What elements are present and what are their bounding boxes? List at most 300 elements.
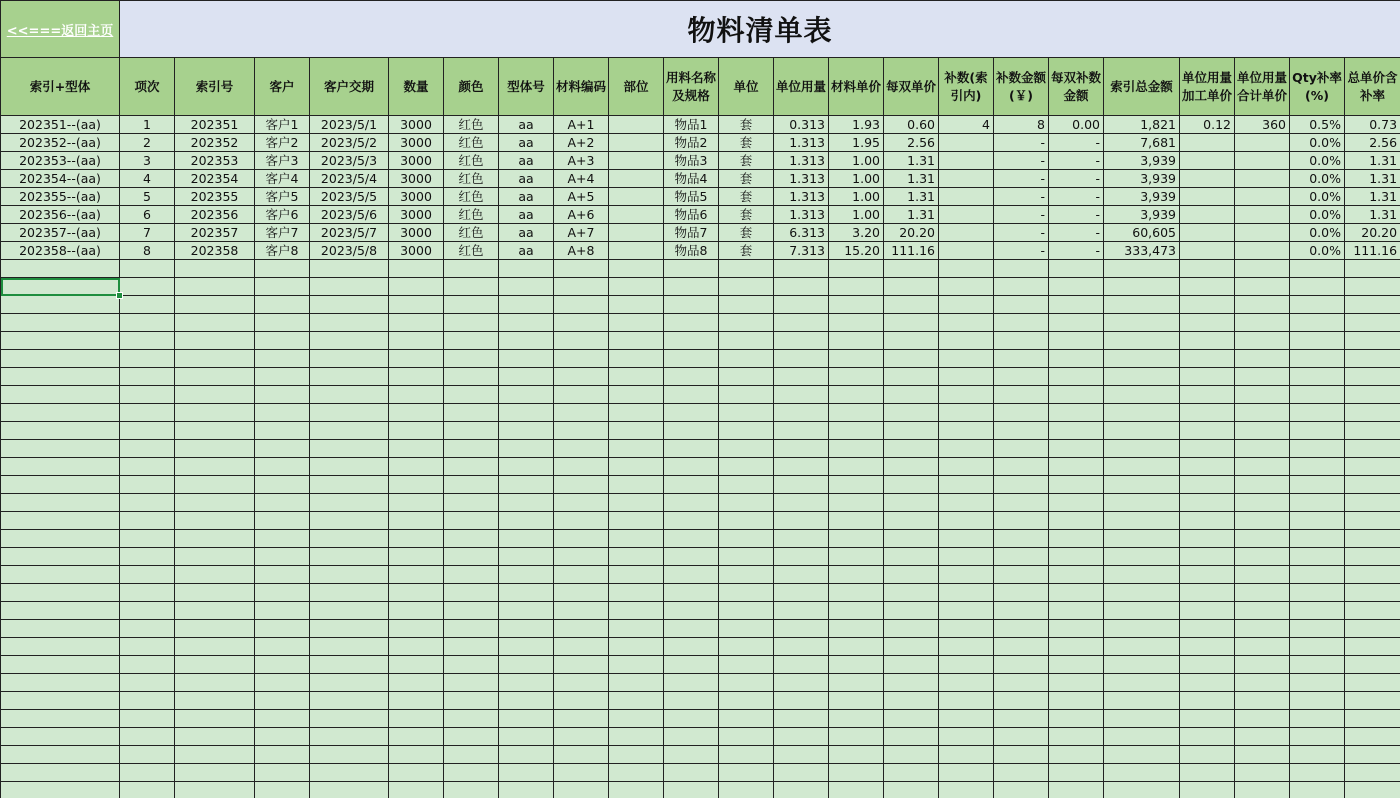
table-cell[interactable]: A+6 <box>554 206 609 224</box>
empty-cell[interactable] <box>1345 674 1400 692</box>
empty-cell[interactable] <box>829 494 884 512</box>
empty-cell[interactable] <box>389 440 444 458</box>
empty-cell[interactable] <box>939 674 994 692</box>
empty-cell[interactable] <box>1180 548 1235 566</box>
empty-cell[interactable] <box>884 494 939 512</box>
table-cell[interactable]: 2023/5/2 <box>310 134 389 152</box>
table-cell[interactable]: 物品2 <box>664 134 719 152</box>
empty-cell[interactable] <box>939 494 994 512</box>
column-header[interactable]: 材料单价 <box>829 58 884 116</box>
empty-cell[interactable] <box>884 332 939 350</box>
empty-cell[interactable] <box>554 764 609 782</box>
empty-cell[interactable] <box>829 674 884 692</box>
empty-cell[interactable] <box>1049 782 1104 798</box>
empty-cell[interactable] <box>1049 530 1104 548</box>
empty-cell[interactable] <box>609 404 664 422</box>
empty-cell[interactable] <box>1049 602 1104 620</box>
empty-cell[interactable] <box>719 692 774 710</box>
empty-cell[interactable] <box>719 566 774 584</box>
empty-cell[interactable] <box>994 404 1049 422</box>
column-header[interactable]: 客户交期 <box>310 58 389 116</box>
empty-cell[interactable] <box>1 260 120 278</box>
table-cell[interactable]: 0.12 <box>1180 116 1235 134</box>
empty-cell[interactable] <box>120 332 175 350</box>
empty-cell[interactable] <box>1 404 120 422</box>
empty-cell[interactable] <box>1104 638 1180 656</box>
empty-cell[interactable] <box>499 566 554 584</box>
empty-cell[interactable] <box>120 350 175 368</box>
empty-cell[interactable] <box>175 728 255 746</box>
empty-cell[interactable] <box>1345 692 1400 710</box>
empty-cell[interactable] <box>609 458 664 476</box>
empty-cell[interactable] <box>255 782 310 798</box>
column-header[interactable]: 索引+型体 <box>1 58 120 116</box>
column-header[interactable]: 每双补数金额 <box>1049 58 1104 116</box>
empty-cell[interactable] <box>389 566 444 584</box>
table-cell[interactable]: - <box>994 242 1049 260</box>
empty-cell[interactable] <box>664 332 719 350</box>
empty-cell[interactable] <box>829 260 884 278</box>
empty-cell[interactable] <box>884 746 939 764</box>
empty-cell[interactable] <box>310 548 389 566</box>
empty-cell[interactable] <box>175 656 255 674</box>
empty-cell[interactable] <box>554 566 609 584</box>
table-cell[interactable]: 套 <box>719 188 774 206</box>
empty-cell[interactable] <box>1 494 120 512</box>
empty-cell[interactable] <box>120 620 175 638</box>
table-cell[interactable]: - <box>1049 206 1104 224</box>
empty-cell[interactable] <box>554 422 609 440</box>
empty-cell[interactable] <box>499 656 554 674</box>
column-header[interactable]: 数量 <box>389 58 444 116</box>
empty-cell[interactable] <box>884 422 939 440</box>
empty-cell[interactable] <box>310 584 389 602</box>
table-cell[interactable]: 客户3 <box>255 152 310 170</box>
empty-cell[interactable] <box>939 404 994 422</box>
empty-cell[interactable] <box>310 386 389 404</box>
empty-cell[interactable] <box>939 782 994 798</box>
empty-cell[interactable] <box>554 278 609 296</box>
table-cell[interactable]: 1.31 <box>1345 188 1400 206</box>
table-cell[interactable]: 6.313 <box>774 224 829 242</box>
table-cell[interactable] <box>939 206 994 224</box>
empty-cell[interactable] <box>994 440 1049 458</box>
empty-cell[interactable] <box>829 692 884 710</box>
table-cell[interactable]: 3 <box>120 152 175 170</box>
empty-cell[interactable] <box>1 656 120 674</box>
empty-cell[interactable] <box>1290 512 1345 530</box>
column-header[interactable]: 总单价含补率 <box>1345 58 1400 116</box>
empty-cell[interactable] <box>1290 674 1345 692</box>
table-cell[interactable]: 1.31 <box>884 170 939 188</box>
empty-cell[interactable] <box>609 584 664 602</box>
empty-cell[interactable] <box>310 512 389 530</box>
table-cell[interactable]: 0.313 <box>774 116 829 134</box>
empty-cell[interactable] <box>609 314 664 332</box>
empty-cell[interactable] <box>1104 314 1180 332</box>
table-cell[interactable]: 3000 <box>389 224 444 242</box>
empty-cell[interactable] <box>664 296 719 314</box>
empty-cell[interactable] <box>389 476 444 494</box>
empty-cell[interactable] <box>120 314 175 332</box>
empty-cell[interactable] <box>1235 386 1290 404</box>
table-cell[interactable]: 202357--(aa) <box>1 224 120 242</box>
empty-cell[interactable] <box>939 260 994 278</box>
empty-cell[interactable] <box>1 548 120 566</box>
empty-cell[interactable] <box>774 566 829 584</box>
table-cell[interactable]: 333,473 <box>1104 242 1180 260</box>
empty-cell[interactable] <box>554 476 609 494</box>
empty-cell[interactable] <box>884 584 939 602</box>
empty-cell[interactable] <box>939 728 994 746</box>
empty-cell[interactable] <box>175 746 255 764</box>
empty-cell[interactable] <box>664 260 719 278</box>
empty-cell[interactable] <box>1290 332 1345 350</box>
empty-cell[interactable] <box>664 728 719 746</box>
empty-cell[interactable] <box>175 314 255 332</box>
empty-cell[interactable] <box>554 602 609 620</box>
empty-cell[interactable] <box>310 692 389 710</box>
empty-cell[interactable] <box>120 530 175 548</box>
table-cell[interactable]: 111.16 <box>1345 242 1400 260</box>
empty-cell[interactable] <box>994 746 1049 764</box>
table-cell[interactable] <box>609 188 664 206</box>
empty-cell[interactable] <box>1180 566 1235 584</box>
empty-cell[interactable] <box>1290 386 1345 404</box>
table-cell[interactable]: 套 <box>719 134 774 152</box>
empty-cell[interactable] <box>554 692 609 710</box>
empty-cell[interactable] <box>829 746 884 764</box>
empty-cell[interactable] <box>444 422 499 440</box>
table-cell[interactable]: 红色 <box>444 170 499 188</box>
empty-cell[interactable] <box>444 440 499 458</box>
empty-cell[interactable] <box>499 512 554 530</box>
column-header[interactable]: 部位 <box>609 58 664 116</box>
empty-cell[interactable] <box>939 638 994 656</box>
empty-cell[interactable] <box>939 440 994 458</box>
table-cell[interactable]: 202352--(aa) <box>1 134 120 152</box>
empty-cell[interactable] <box>1290 746 1345 764</box>
empty-cell[interactable] <box>719 386 774 404</box>
table-cell[interactable]: - <box>1049 152 1104 170</box>
column-header[interactable]: 补数(索引内) <box>939 58 994 116</box>
empty-cell[interactable] <box>1235 620 1290 638</box>
empty-cell[interactable] <box>719 260 774 278</box>
empty-cell[interactable] <box>310 638 389 656</box>
table-cell[interactable]: - <box>994 188 1049 206</box>
table-cell[interactable] <box>1180 152 1235 170</box>
table-cell[interactable]: 202355--(aa) <box>1 188 120 206</box>
empty-cell[interactable] <box>1180 260 1235 278</box>
empty-cell[interactable] <box>255 512 310 530</box>
empty-cell[interactable] <box>774 548 829 566</box>
empty-cell[interactable] <box>1104 782 1180 798</box>
empty-cell[interactable] <box>444 494 499 512</box>
empty-cell[interactable] <box>1049 584 1104 602</box>
empty-cell[interactable] <box>120 584 175 602</box>
empty-cell[interactable] <box>994 656 1049 674</box>
empty-cell[interactable] <box>1235 260 1290 278</box>
empty-cell[interactable] <box>1 386 120 404</box>
empty-cell[interactable] <box>884 296 939 314</box>
empty-cell[interactable] <box>609 764 664 782</box>
empty-cell[interactable] <box>884 710 939 728</box>
column-header[interactable]: 每双单价 <box>884 58 939 116</box>
table-cell[interactable] <box>1180 134 1235 152</box>
empty-cell[interactable] <box>1 350 120 368</box>
empty-cell[interactable] <box>1049 422 1104 440</box>
table-cell[interactable]: 套 <box>719 224 774 242</box>
empty-cell[interactable] <box>1290 368 1345 386</box>
column-header[interactable]: 颜色 <box>444 58 499 116</box>
empty-cell[interactable] <box>255 764 310 782</box>
empty-cell[interactable] <box>389 764 444 782</box>
column-header[interactable]: 型体号 <box>499 58 554 116</box>
empty-cell[interactable] <box>1180 422 1235 440</box>
column-header[interactable]: Qty补率(%) <box>1290 58 1345 116</box>
empty-cell[interactable] <box>1049 674 1104 692</box>
empty-cell[interactable] <box>310 566 389 584</box>
empty-cell[interactable] <box>829 278 884 296</box>
empty-cell[interactable] <box>994 332 1049 350</box>
table-cell[interactable]: 1.95 <box>829 134 884 152</box>
table-cell[interactable]: A+2 <box>554 134 609 152</box>
empty-cell[interactable] <box>829 548 884 566</box>
empty-cell[interactable] <box>175 638 255 656</box>
table-cell[interactable]: 0.0% <box>1290 206 1345 224</box>
empty-cell[interactable] <box>884 512 939 530</box>
column-header[interactable]: 单位用量合计单价 <box>1235 58 1290 116</box>
empty-cell[interactable] <box>1180 278 1235 296</box>
empty-cell[interactable] <box>1290 278 1345 296</box>
empty-cell[interactable] <box>719 314 774 332</box>
table-cell[interactable]: 202355 <box>175 188 255 206</box>
empty-cell[interactable] <box>255 674 310 692</box>
empty-cell[interactable] <box>554 404 609 422</box>
table-cell[interactable]: aa <box>499 188 554 206</box>
empty-cell[interactable] <box>1345 422 1400 440</box>
empty-cell[interactable] <box>609 296 664 314</box>
empty-cell[interactable] <box>1180 386 1235 404</box>
table-cell[interactable] <box>1180 242 1235 260</box>
table-cell[interactable]: 1.31 <box>1345 170 1400 188</box>
empty-cell[interactable] <box>1345 404 1400 422</box>
empty-cell[interactable] <box>255 296 310 314</box>
empty-cell[interactable] <box>719 458 774 476</box>
empty-cell[interactable] <box>1235 278 1290 296</box>
table-cell[interactable]: 1.93 <box>829 116 884 134</box>
table-cell[interactable]: 1.00 <box>829 206 884 224</box>
empty-cell[interactable] <box>774 404 829 422</box>
empty-cell[interactable] <box>609 422 664 440</box>
table-cell[interactable]: 20.20 <box>1345 224 1400 242</box>
table-cell[interactable]: 0.73 <box>1345 116 1400 134</box>
empty-cell[interactable] <box>774 782 829 798</box>
table-cell[interactable]: 202358 <box>175 242 255 260</box>
empty-cell[interactable] <box>609 602 664 620</box>
empty-cell[interactable] <box>255 584 310 602</box>
empty-cell[interactable] <box>554 638 609 656</box>
empty-cell[interactable] <box>1345 314 1400 332</box>
empty-cell[interactable] <box>1 368 120 386</box>
table-cell[interactable]: 红色 <box>444 242 499 260</box>
table-cell[interactable] <box>1180 188 1235 206</box>
empty-cell[interactable] <box>1290 620 1345 638</box>
empty-cell[interactable] <box>829 350 884 368</box>
empty-cell[interactable] <box>499 494 554 512</box>
table-cell[interactable]: 0.00 <box>1049 116 1104 134</box>
empty-cell[interactable] <box>1345 746 1400 764</box>
empty-cell[interactable] <box>1049 638 1104 656</box>
empty-cell[interactable] <box>774 728 829 746</box>
empty-cell[interactable] <box>1235 476 1290 494</box>
empty-cell[interactable] <box>389 674 444 692</box>
empty-cell[interactable] <box>120 548 175 566</box>
table-cell[interactable] <box>609 134 664 152</box>
table-cell[interactable]: 3000 <box>389 116 444 134</box>
empty-cell[interactable] <box>884 260 939 278</box>
empty-cell[interactable] <box>175 674 255 692</box>
table-cell[interactable]: 红色 <box>444 116 499 134</box>
empty-cell[interactable] <box>444 602 499 620</box>
empty-cell[interactable] <box>1 764 120 782</box>
table-cell[interactable]: 套 <box>719 206 774 224</box>
empty-cell[interactable] <box>389 512 444 530</box>
empty-cell[interactable] <box>1345 548 1400 566</box>
empty-cell[interactable] <box>664 314 719 332</box>
table-cell[interactable]: 4 <box>120 170 175 188</box>
table-cell[interactable] <box>939 170 994 188</box>
table-cell[interactable]: 2 <box>120 134 175 152</box>
table-cell[interactable]: 3000 <box>389 206 444 224</box>
table-cell[interactable]: A+1 <box>554 116 609 134</box>
empty-cell[interactable] <box>939 458 994 476</box>
empty-cell[interactable] <box>1049 440 1104 458</box>
empty-cell[interactable] <box>1290 548 1345 566</box>
empty-cell[interactable] <box>389 260 444 278</box>
table-cell[interactable]: A+7 <box>554 224 609 242</box>
table-cell[interactable]: 3,939 <box>1104 152 1180 170</box>
empty-cell[interactable] <box>994 278 1049 296</box>
empty-cell[interactable] <box>884 368 939 386</box>
table-cell[interactable]: 3000 <box>389 134 444 152</box>
empty-cell[interactable] <box>1049 458 1104 476</box>
empty-cell[interactable] <box>1104 548 1180 566</box>
empty-cell[interactable] <box>884 764 939 782</box>
empty-cell[interactable] <box>994 476 1049 494</box>
empty-cell[interactable] <box>829 314 884 332</box>
column-header[interactable]: 单位 <box>719 58 774 116</box>
empty-cell[interactable] <box>829 332 884 350</box>
empty-cell[interactable] <box>1104 512 1180 530</box>
empty-cell[interactable] <box>389 422 444 440</box>
empty-cell[interactable] <box>719 422 774 440</box>
empty-cell[interactable] <box>1049 512 1104 530</box>
table-cell[interactable]: A+3 <box>554 152 609 170</box>
empty-cell[interactable] <box>255 494 310 512</box>
empty-cell[interactable] <box>719 746 774 764</box>
table-cell[interactable]: 0.0% <box>1290 188 1345 206</box>
table-cell[interactable]: 3000 <box>389 170 444 188</box>
empty-cell[interactable] <box>994 494 1049 512</box>
empty-cell[interactable] <box>1345 512 1400 530</box>
empty-cell[interactable] <box>255 386 310 404</box>
table-cell[interactable]: A+4 <box>554 170 609 188</box>
empty-cell[interactable] <box>1180 782 1235 798</box>
empty-cell[interactable] <box>1049 494 1104 512</box>
table-cell[interactable]: 3.20 <box>829 224 884 242</box>
empty-cell[interactable] <box>444 782 499 798</box>
empty-cell[interactable] <box>939 692 994 710</box>
empty-cell[interactable] <box>1235 458 1290 476</box>
empty-cell[interactable] <box>444 350 499 368</box>
table-cell[interactable]: - <box>1049 188 1104 206</box>
empty-cell[interactable] <box>175 512 255 530</box>
empty-cell[interactable] <box>1235 368 1290 386</box>
table-cell[interactable]: 客户4 <box>255 170 310 188</box>
empty-cell[interactable] <box>994 764 1049 782</box>
empty-cell[interactable] <box>1 530 120 548</box>
empty-cell[interactable] <box>554 746 609 764</box>
empty-cell[interactable] <box>120 476 175 494</box>
empty-cell[interactable] <box>255 728 310 746</box>
empty-cell[interactable] <box>1104 692 1180 710</box>
empty-cell[interactable] <box>1049 350 1104 368</box>
table-cell[interactable]: 7 <box>120 224 175 242</box>
empty-cell[interactable] <box>554 332 609 350</box>
empty-cell[interactable] <box>554 512 609 530</box>
empty-cell[interactable] <box>664 566 719 584</box>
column-header[interactable]: 单位用量加工单价 <box>1180 58 1235 116</box>
empty-cell[interactable] <box>1049 728 1104 746</box>
table-cell[interactable]: 1.31 <box>884 152 939 170</box>
column-header[interactable]: 材料编码 <box>554 58 609 116</box>
empty-cell[interactable] <box>609 728 664 746</box>
empty-cell[interactable] <box>994 422 1049 440</box>
empty-cell[interactable] <box>1235 314 1290 332</box>
table-cell[interactable]: 物品3 <box>664 152 719 170</box>
empty-cell[interactable] <box>554 350 609 368</box>
table-cell[interactable]: 0.0% <box>1290 152 1345 170</box>
table-cell[interactable]: 2023/5/6 <box>310 206 389 224</box>
empty-cell[interactable] <box>719 278 774 296</box>
empty-cell[interactable] <box>664 440 719 458</box>
empty-cell[interactable] <box>994 692 1049 710</box>
empty-cell[interactable] <box>664 386 719 404</box>
table-cell[interactable]: 3000 <box>389 152 444 170</box>
table-cell[interactable]: 1.313 <box>774 134 829 152</box>
table-cell[interactable]: 套 <box>719 152 774 170</box>
empty-cell[interactable] <box>255 332 310 350</box>
empty-cell[interactable] <box>444 296 499 314</box>
empty-cell[interactable] <box>120 494 175 512</box>
empty-cell[interactable] <box>499 728 554 746</box>
empty-cell[interactable] <box>609 494 664 512</box>
table-cell[interactable]: 3000 <box>389 188 444 206</box>
empty-cell[interactable] <box>1180 350 1235 368</box>
column-header[interactable]: 项次 <box>120 58 175 116</box>
empty-cell[interactable] <box>774 692 829 710</box>
empty-cell[interactable] <box>444 458 499 476</box>
empty-cell[interactable] <box>719 710 774 728</box>
empty-cell[interactable] <box>994 458 1049 476</box>
empty-cell[interactable] <box>1104 746 1180 764</box>
empty-cell[interactable] <box>444 278 499 296</box>
empty-cell[interactable] <box>664 368 719 386</box>
empty-cell[interactable] <box>120 692 175 710</box>
empty-cell[interactable] <box>884 476 939 494</box>
empty-cell[interactable] <box>255 350 310 368</box>
